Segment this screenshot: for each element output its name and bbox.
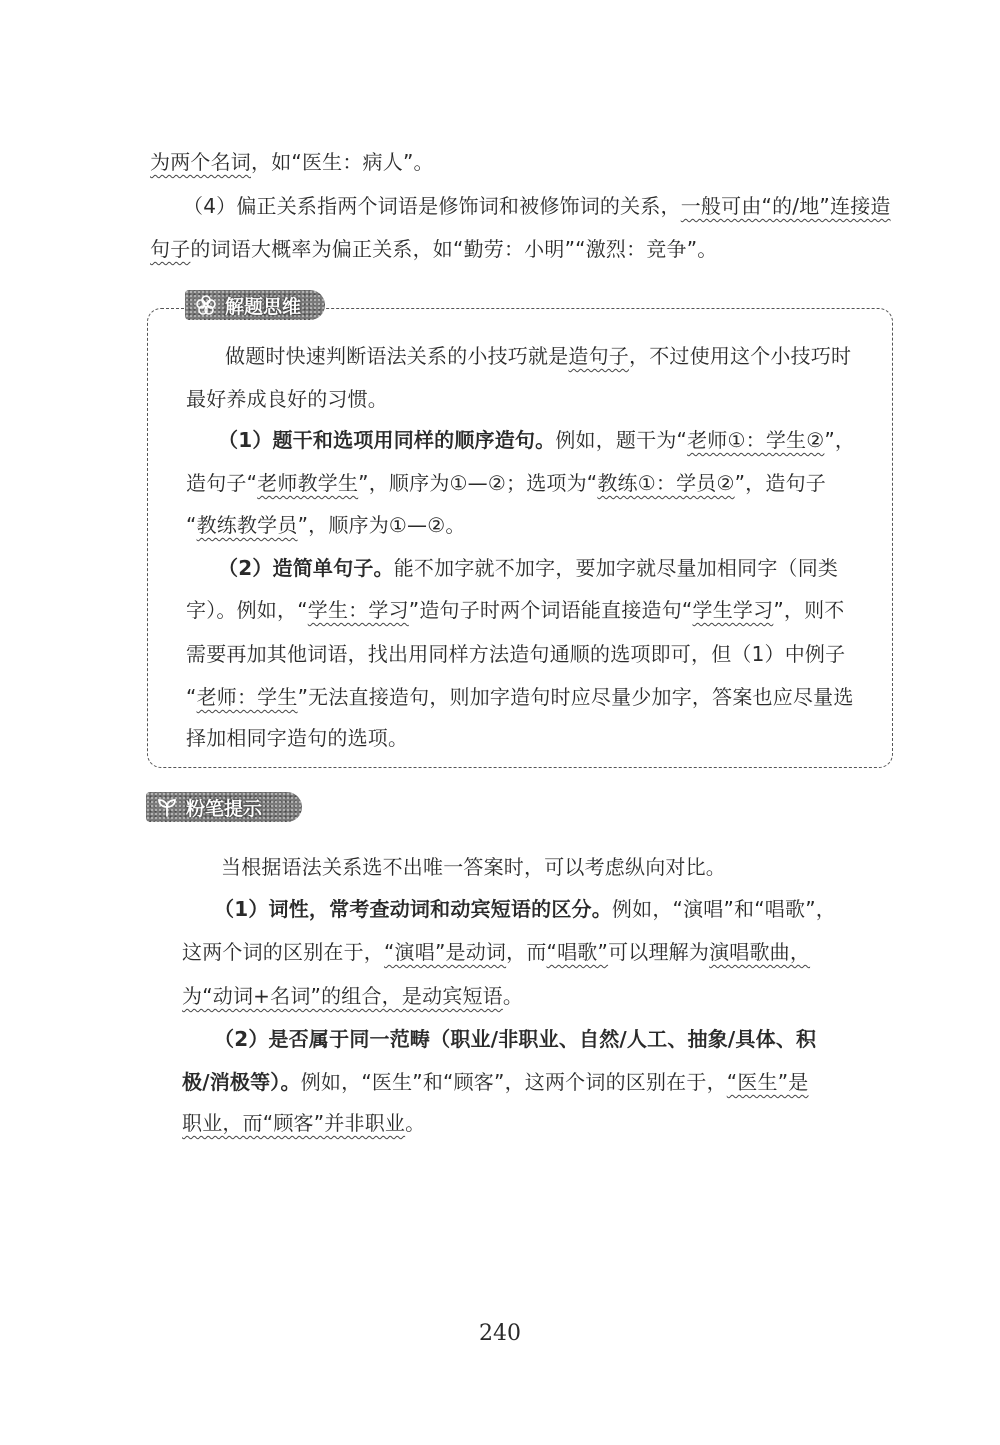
text-line: “教练教学员”，顺序为①—②。 — [186, 513, 466, 537]
text-line: 做题时快速判断语法关系的小技巧就是造句子，不过使用这个小技巧时 — [225, 344, 852, 368]
text-line: 这两个词的区别在于，“演唱”是动词，而“唱歌”可以理解为演唱歌曲， — [182, 940, 811, 964]
flower-icon — [195, 294, 217, 316]
text-line: （1）题干和选项用同样的顺序造句。例如，题干为“老师①：学生②”， — [218, 428, 856, 452]
text-line: 职业，而“顾客”并非职业。 — [182, 1111, 426, 1135]
text-line: （1）词性，常考查动词和动宾短语的区分。例如，“演唱”和“唱歌”， — [214, 897, 836, 921]
text-line: （2）是否属于同一范畴（职业/非职业、自然/人工、抽象/具体、积 — [214, 1027, 817, 1051]
text-line: 最好养成良好的习惯。 — [186, 387, 388, 411]
text-line: 句子的词语大概率为偏正关系，如“勤劳：小明”“激烈：竞争”。 — [150, 237, 718, 261]
text-line: 为“动词+名词”的组合，是动宾短语。 — [182, 984, 524, 1008]
text-line: 字）。例如，“学生：学习”造句子时两个词语能直接造句“学生学习”，则不 — [186, 598, 845, 622]
text-line: 为两个名词，如“医生：病人”。 — [150, 150, 434, 174]
text-line: “老师：学生”无法直接造句，则加字造句时应尽量少加字，答案也应尽量选 — [186, 685, 854, 709]
text-line: （4）偏正关系指两个词语是修饰词和被修饰词的关系，一般可由“的/地”连接造 — [183, 194, 891, 218]
text-line: 当根据语法关系选不出唯一答案时，可以考虑纵向对比。 — [221, 855, 726, 879]
text-line: 造句子“老师教学生”，顺序为①—②；选项为“教练①：学员②”，造句子 — [186, 471, 826, 495]
tip-box-title-tag: 解题思维 — [185, 290, 325, 320]
sprout-icon — [156, 796, 178, 818]
text-line: 择加相同字造句的选项。 — [186, 726, 409, 750]
chalk-tip-title-tag: 粉笔提示 — [146, 792, 302, 822]
text-line: （2）造简单句子。能不加字就不加字，要加字就尽量加相同字（同类 — [218, 556, 839, 580]
text-line: 需要再加其他词语，找出用同样方法造句通顺的选项即可，但（1）中例子 — [186, 642, 846, 666]
text-line: 极/消极等）。例如，“医生”和“顾客”，这两个词的区别在于，“医生”是 — [182, 1070, 809, 1094]
page-number: 240 — [479, 1321, 521, 1346]
